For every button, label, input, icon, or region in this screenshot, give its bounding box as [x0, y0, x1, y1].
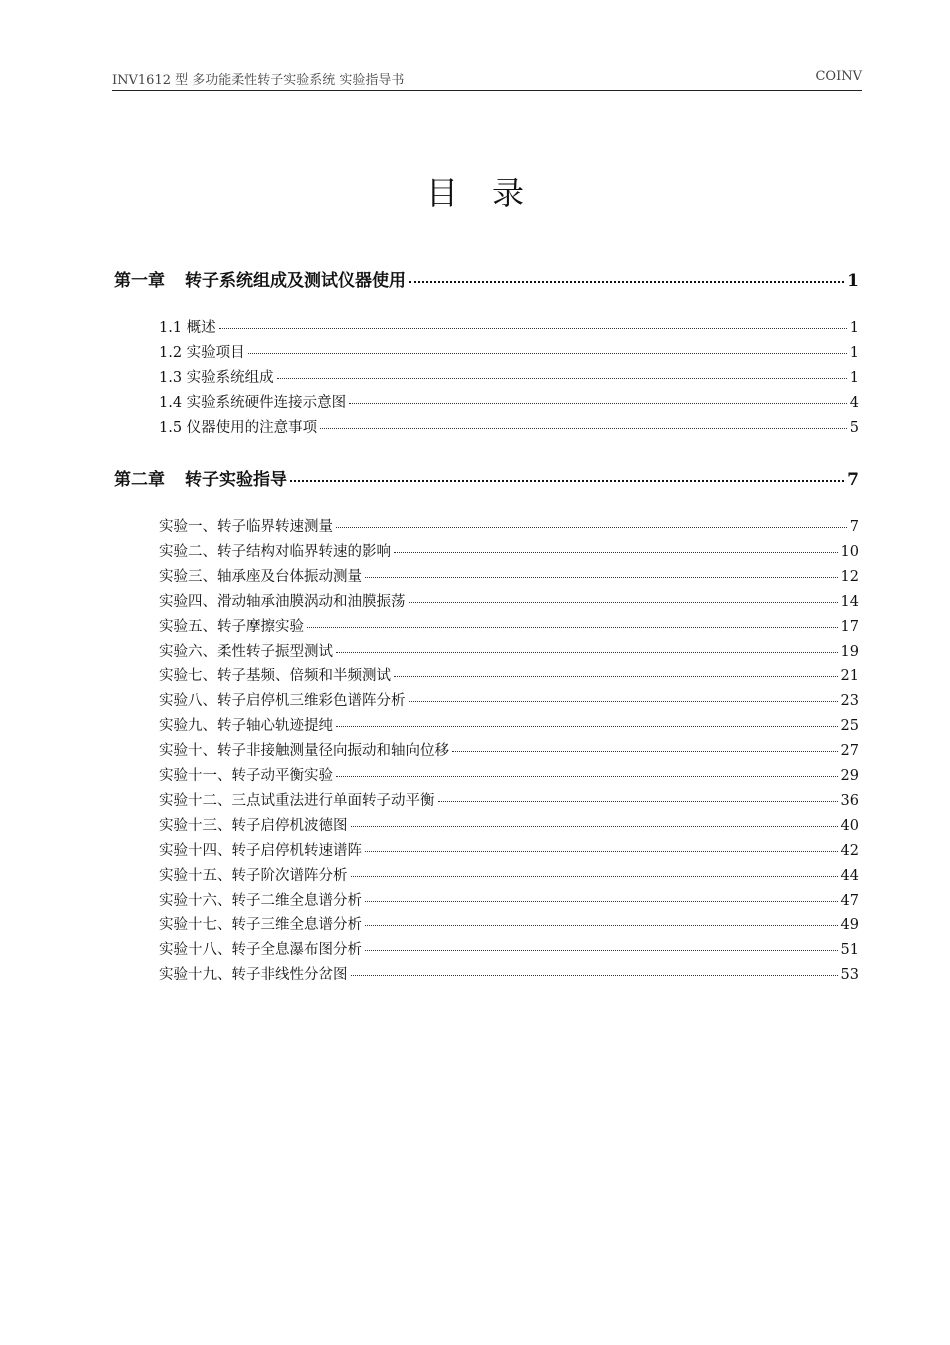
toc-section-entry[interactable]	[159, 864, 859, 885]
section-page-number: 14	[840, 593, 859, 610]
section-page-number: 1	[849, 344, 859, 361]
section-label: 1.4 实验系统硬件连接示意图	[159, 394, 347, 411]
dot-leader	[307, 627, 838, 628]
dot-leader	[365, 851, 838, 852]
toc-section-entry[interactable]	[159, 689, 859, 710]
section-page-number: 49	[840, 917, 859, 934]
dot-leader	[394, 676, 838, 677]
section-label: 实验十、转子非接触测量径向振动和轴向位移	[159, 743, 449, 760]
dot-leader	[351, 876, 838, 877]
toc-section-entry[interactable]	[159, 963, 859, 984]
section-label: 实验十七、转子三维全息谱分析	[159, 917, 362, 934]
section-page-number: 44	[840, 867, 859, 884]
dot-leader	[336, 652, 838, 653]
chapter-label	[114, 465, 287, 490]
toc-section-entry[interactable]	[159, 316, 859, 337]
page-header	[112, 66, 862, 91]
section-page-number: 19	[840, 643, 859, 660]
dot-leader	[409, 281, 844, 283]
toc-section-entry[interactable]	[159, 889, 859, 910]
page-title: 目录	[425, 174, 558, 212]
section-page-number: 36	[840, 792, 859, 809]
section-page-number: 53	[840, 967, 859, 984]
dot-leader	[351, 826, 838, 827]
dot-leader	[219, 328, 847, 329]
chapter-title: 转子系统组成及测试仪器使用	[185, 271, 406, 291]
section-label: 实验五、转子摩擦实验	[159, 618, 304, 635]
dot-leader	[365, 950, 838, 951]
section-label: 实验十八、转子全息瀑布图分析	[159, 942, 362, 959]
section-label: 实验十六、转子二维全息谱分析	[159, 892, 362, 909]
section-page-number: 21	[840, 668, 859, 685]
section-label: 实验八、转子启停机三维彩色谱阵分析	[159, 693, 406, 710]
section-page-number: 5	[849, 419, 859, 436]
toc-section-entry[interactable]	[159, 839, 859, 860]
section-page-number: 40	[840, 817, 859, 834]
section-label: 实验四、滑动轴承油膜涡动和油膜振荡	[159, 593, 406, 610]
section-label: 1.1 概述	[159, 320, 216, 336]
toc-section-entry[interactable]	[159, 664, 859, 685]
header-brand: COINV	[815, 69, 862, 84]
toc-chapter-entry[interactable]	[114, 266, 859, 291]
section-page-number: 25	[840, 718, 859, 735]
dot-leader	[336, 726, 838, 727]
section-page-number: 51	[840, 942, 859, 959]
section-label: 实验十三、转子启停机波德图	[159, 817, 348, 834]
dot-leader	[349, 403, 847, 404]
section-label: 实验十二、三点试重法进行单面转子动平衡	[159, 792, 435, 809]
section-label: 实验二、转子结构对临界转速的影响	[159, 543, 391, 560]
toc-section-entry[interactable]	[159, 938, 859, 959]
toc-section-entry[interactable]	[159, 341, 859, 362]
dot-leader	[438, 801, 838, 802]
section-page-number: 27	[840, 743, 859, 760]
section-label: 1.2 实验项目	[159, 344, 245, 361]
dot-leader	[365, 901, 838, 902]
toc-section-entry[interactable]	[159, 714, 859, 735]
toc-section-entry[interactable]	[159, 739, 859, 760]
chapter-label	[114, 266, 406, 291]
toc-section-entry[interactable]	[159, 590, 859, 611]
toc-chapter-entry[interactable]	[114, 465, 859, 490]
section-label: 实验十五、转子阶次谱阵分析	[159, 867, 348, 884]
toc-section-entry[interactable]	[159, 416, 859, 437]
header-document-title: INV1612 型 多功能柔性转子实验系统 实验指导书	[112, 73, 405, 88]
dot-leader	[409, 602, 838, 603]
dot-leader	[248, 353, 847, 354]
dot-leader	[365, 577, 838, 578]
chapter-number: 第一章	[114, 271, 165, 291]
toc-section-entry[interactable]	[159, 615, 859, 636]
dot-leader	[336, 776, 838, 777]
dot-leader	[320, 428, 847, 429]
dot-leader	[452, 751, 838, 752]
toc-section-entry[interactable]	[159, 391, 859, 412]
section-page-number: 12	[840, 568, 859, 585]
chapter-title: 转子实验指导	[185, 470, 287, 490]
section-label: 1.3 实验系统组成	[159, 369, 274, 386]
section-label: 实验十九、转子非线性分岔图	[159, 967, 348, 984]
dot-leader	[409, 701, 838, 702]
chapter-page-number: 1	[847, 271, 859, 291]
toc-section-entry[interactable]	[159, 640, 859, 661]
section-page-number: 17	[840, 618, 859, 635]
section-page-number: 47	[840, 892, 859, 909]
section-label: 实验一、转子临界转速测量	[159, 519, 333, 535]
toc-section-entry[interactable]	[159, 366, 859, 387]
dot-leader	[365, 925, 838, 926]
section-label: 实验十一、转子动平衡实验	[159, 768, 333, 784]
section-page-number: 29	[840, 768, 859, 784]
section-label: 1.5 仪器使用的注意事项	[159, 419, 318, 436]
toc-section-entry[interactable]	[159, 789, 859, 810]
section-page-number: 1	[849, 320, 859, 336]
toc-section-entry[interactable]	[159, 913, 859, 934]
dot-leader	[351, 975, 838, 976]
toc-section-entry[interactable]	[159, 565, 859, 586]
section-label: 实验六、柔性转子振型测试	[159, 643, 333, 660]
section-label: 实验十四、转子启停机转速谱阵	[159, 842, 362, 859]
dot-leader	[290, 480, 844, 482]
toc-section-entry[interactable]	[159, 764, 859, 785]
section-label: 实验七、转子基频、倍频和半频测试	[159, 668, 391, 685]
chapter-number: 第二章	[114, 470, 165, 490]
dot-leader	[336, 527, 847, 528]
toc-section-entry[interactable]	[159, 814, 859, 835]
section-page-number: 1	[849, 369, 859, 386]
section-label: 实验九、转子轴心轨迹提纯	[159, 718, 333, 735]
section-page-number: 23	[840, 693, 859, 710]
section-label: 实验三、轴承座及台体振动测量	[159, 568, 362, 585]
dot-leader	[277, 378, 847, 379]
toc-section-entry[interactable]	[159, 540, 859, 561]
section-page-number: 7	[849, 519, 859, 535]
section-page-number: 42	[840, 842, 859, 859]
toc-section-entry[interactable]	[159, 515, 859, 536]
section-page-number: 10	[840, 543, 859, 560]
dot-leader	[394, 552, 838, 553]
chapter-page-number: 7	[847, 470, 859, 490]
section-page-number: 4	[849, 394, 859, 411]
